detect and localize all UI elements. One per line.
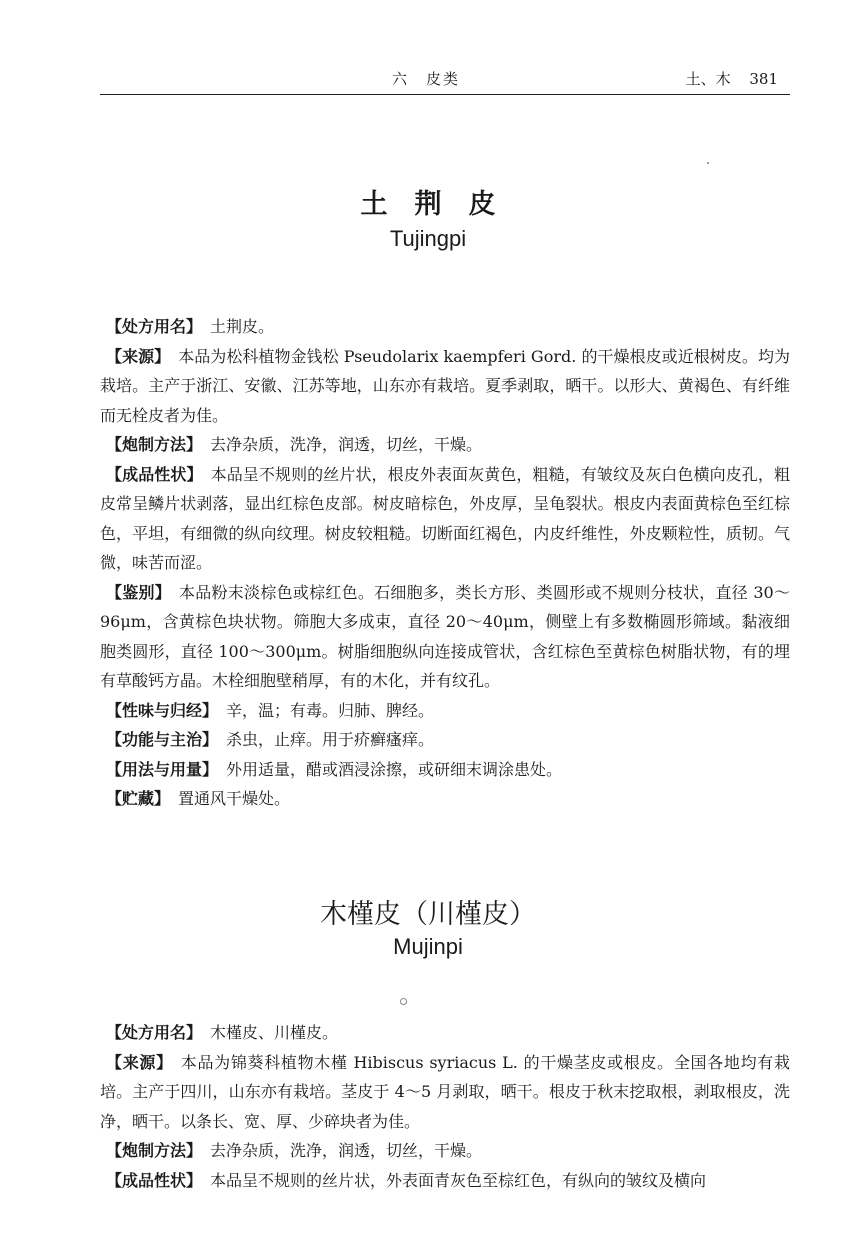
paragraph-source (100, 1048, 790, 1137)
paragraph-text: 本品为松科植物金钱松 Pseudolarix kaempferi Gord. 的干燥根皮或近根树皮。均为栽培。主产于浙江、安徽、江苏等地，山东亦有栽培。夏季剥取，晒干。以形大、黄褐色、有纤维而无栓皮者为佳。 (100, 346, 790, 425)
paragraph-storage (100, 784, 790, 814)
paragraph-source (100, 342, 790, 431)
paragraph-label: 【来源】 (106, 346, 171, 366)
paragraph-usage-dosage (100, 755, 790, 785)
paragraph-appearance (100, 460, 790, 578)
paragraph-prescription-name (100, 312, 790, 342)
paragraph-text: 本品为锦葵科植物木槿 Hibiscus syriacus L. 的干燥茎皮或根皮。全国各地均有栽培。主产于四川，山东亦有栽培。茎皮于 4～5 月剥取，晒干。根皮于秋末挖取根，剥取根皮，洗净，晒干。以条长、宽、厚、少碎块者为佳。 (100, 1052, 790, 1131)
entry-title-tujingpi: 土 荆 皮 (360, 189, 496, 220)
paragraph-label: 【炮制方法】 (106, 435, 203, 454)
paragraph-text: 土荆皮。 (210, 317, 275, 336)
paragraph-text: 本品呈不规则的丝片状，根皮外表面灰黄色，粗糙，有皱纹及灰白色横向皮孔，粗皮常呈鳞片状剥落，显出红棕色皮部。树皮暗棕色，外皮厚，呈龟裂状。根皮内表面黄棕色至红棕色，平坦，有细微的纵向纹理。树皮较粗糙。切断面红褐色，内皮纤维性，外皮颗粒性，质韧。气微，味苦而涩。 (100, 464, 790, 572)
paragraph-processing (100, 430, 790, 460)
paragraph-label: 【功能与主治】 (106, 730, 219, 749)
entry-body-mujinpi (100, 1018, 790, 1195)
paragraph-identification (100, 578, 790, 696)
paragraph-text: 外用适量，醋或酒浸涂擦，或研细末调涂患处。 (226, 759, 563, 779)
section-name: 土、木 (685, 70, 731, 88)
running-header (100, 62, 790, 95)
paragraph-text: 木槿皮、川槿皮。 (210, 1023, 339, 1042)
paragraph-label: 【成品性状】 (106, 464, 203, 484)
paragraph-text: 去净杂质，洗净，润透，切丝，干燥。 (210, 1141, 483, 1160)
paragraph-label: 【鉴别】 (106, 582, 172, 602)
entry-pinyin-mujinpi: Mujinpi (393, 934, 463, 959)
paragraph-text: 杀虫，止痒。用于疥癣瘙痒。 (226, 730, 435, 749)
paragraph-appearance (100, 1166, 790, 1196)
paragraph-label: 【用法与用量】 (106, 759, 219, 779)
paragraph-label: 【性味与归经】 (106, 700, 219, 720)
entry-pinyin-tujingpi: Tujingpi (389, 226, 467, 251)
header-right (672, 68, 778, 89)
paragraph-label: 【处方用名】 (106, 317, 203, 336)
entry-body-tujingpi (100, 312, 790, 814)
paragraph-label: 【处方用名】 (106, 1023, 203, 1042)
paragraph-text: 本品呈不规则的丝片状，外表面青灰色至棕红色，有纵向的皱纹及横向 (210, 1170, 707, 1190)
paragraph-text: 本品粉末淡棕色或棕红色。石细胞多，类长方形、类圆形或不规则分枝状，直径 30～96μm，含黄棕色块状物。筛胞大多成束，直径 20～40μm，侧壁上有多数椭圆形筛域。黏液细胞类圆形，直径 100～300μm。树脂细胞纵向连接成管状，含红棕色至黄棕色树脂状物，有的埋有草酸钙方晶。木栓细胞壁稍厚，有的木化，并有纹孔。 (100, 582, 790, 690)
paragraph-label: 【成品性状】 (106, 1170, 203, 1190)
paragraph-text: 置通风干燥处。 (178, 789, 291, 808)
paragraph-nature-meridian (100, 696, 790, 726)
entry-title-mujinpi: 木槿皮（川槿皮） (320, 899, 536, 930)
paragraph-processing (100, 1136, 790, 1166)
paragraph-text: 去净杂质，洗净，润透，切丝，干燥。 (210, 435, 483, 454)
paragraph-label: 【来源】 (106, 1052, 173, 1072)
page-number: 381 (749, 70, 778, 88)
scan-speck (400, 998, 407, 1005)
scan-speck (707, 162, 709, 164)
paragraph-label: 【贮藏】 (106, 789, 171, 808)
paragraph-label: 【炮制方法】 (106, 1141, 203, 1160)
paragraph-text: 辛，温；有毒。归肺、脾经。 (226, 700, 435, 720)
paragraph-function (100, 725, 790, 755)
chapter-title: 六 皮类 (392, 70, 461, 88)
paragraph-prescription-name (100, 1018, 790, 1048)
